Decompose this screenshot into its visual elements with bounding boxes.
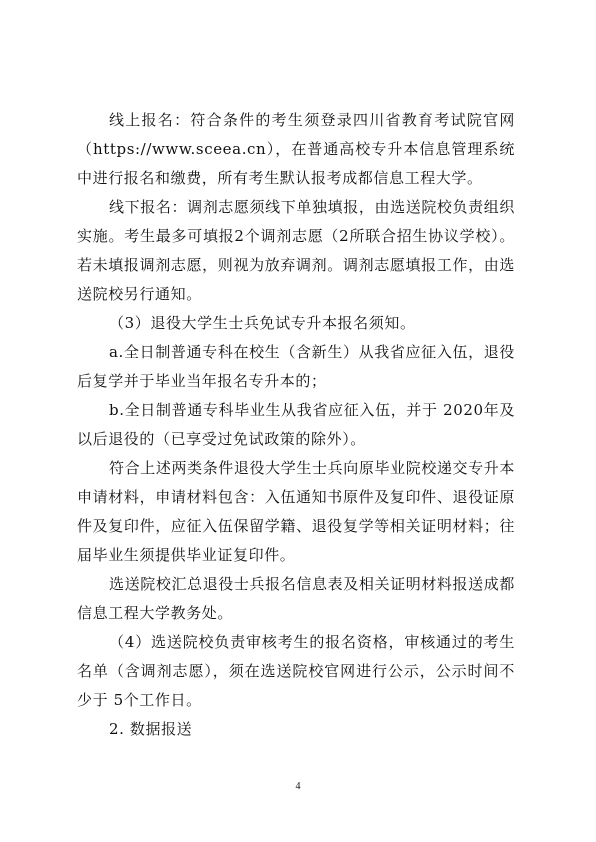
- paragraph-condition-a: a.全日制普通专科在校生（含新生）从我省应征入伍，退役后复学并于毕业当年报名专升本的；: [77, 343, 515, 390]
- paragraph-offline-registration: 线下报名：调剂志愿须线下单独填报，由选送院校负责组织实施。考生最多可填报2个调剂志愿（2所联合招生协议学校）。若未填报调剂志愿，则视为放弃调剂。调剂志愿填报工作，由选送院校另行通知。: [77, 198, 515, 303]
- paragraph-review-publicity: （4）选送院校负责审核考生的报名资格，审核通过的考生名单（含调剂志愿），须在选送院校官网进行公示，公示时间不少于 5个工作日。: [77, 633, 515, 709]
- document-body: [77, 106, 515, 744]
- page-number: 4: [295, 781, 301, 792]
- section-heading-data-submission: 2. 数据报送: [109, 720, 193, 738]
- paragraph-submission: 选送院校汇总退役士兵报名信息表及相关证明材料报送成都信息工程大学教务处。: [77, 575, 515, 622]
- paragraph-condition-b: b.全日制普通专科毕业生从我省应征入伍，并于 2020年及以后退役的（已享受过免试政策的除外）。: [77, 401, 515, 448]
- paragraph-veteran-heading: （3）退役大学生士兵免试专升本报名须知。: [109, 314, 416, 332]
- paragraph-application-materials: 符合上述两类条件退役大学生士兵向原毕业院校递交专升本申请材料，申请材料包含：入伍通知书原件及复印件、退役证原件及复印件，应征入伍保留学籍、退役复学等相关证明材料；往届毕业生须提供毕业证复印件。: [77, 459, 515, 564]
- paragraph-online-registration: 线上报名：符合条件的考生须登录四川省教育考试院官网（https://www.sceea.cn），在普通高校专升本信息管理系统中进行报名和缴费，所有考生默认报考成都信息工程大学。: [77, 111, 515, 187]
